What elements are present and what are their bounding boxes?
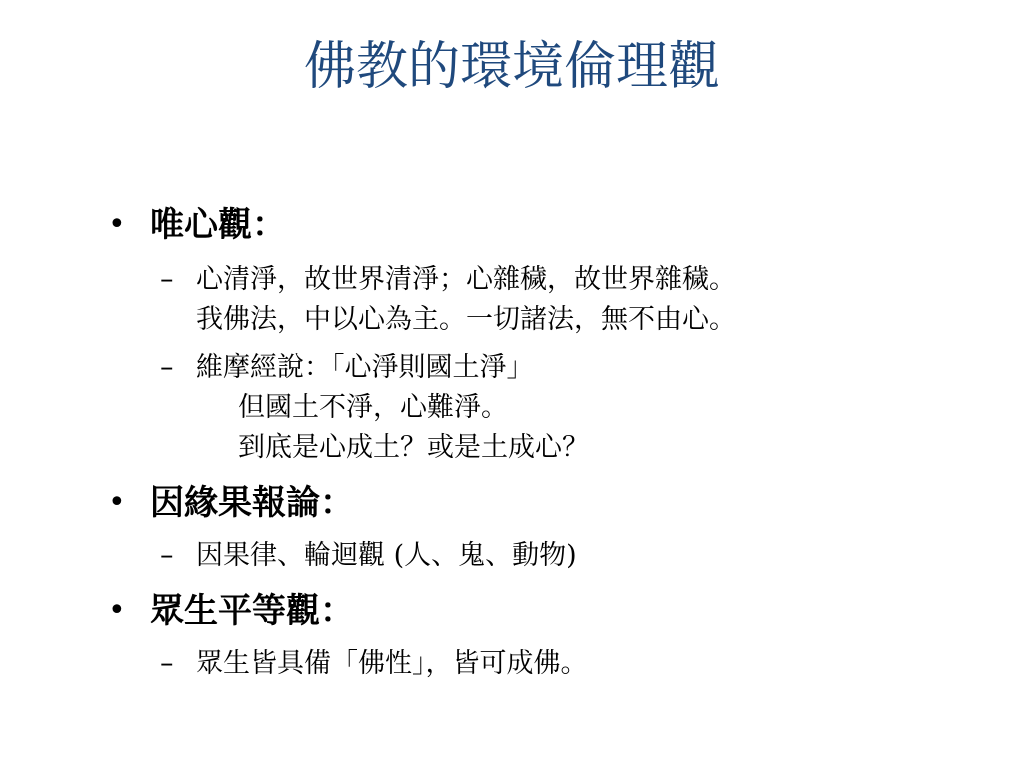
sub-bullet-line: 眾生皆具備「佛性」，皆可成佛。 <box>196 648 588 679</box>
sub-bullet-line: 到底是心成土？或是土成心？ <box>238 432 589 463</box>
bullet-marker: • <box>108 485 126 520</box>
sub-bullet-marker: – <box>160 540 174 571</box>
bullet-label: 唯心觀： <box>150 205 286 245</box>
sub-bullet-line: 但國土不淨，心難淨。 <box>238 392 508 423</box>
bullet-item <box>108 586 988 636</box>
sub-bullet-item <box>160 348 988 468</box>
bullet-list <box>108 200 988 684</box>
bullet-item <box>108 200 988 250</box>
sub-bullet-line: 心清淨，故世界清淨；心雜穢，故世界雜穢。 <box>196 264 736 295</box>
sub-bullet-line: 維摩經說：「心淨則國土淨」 <box>196 352 534 383</box>
bullet-marker: • <box>108 207 126 242</box>
bullet-marker: • <box>108 593 126 628</box>
sub-bullet-marker: – <box>160 352 174 383</box>
sub-bullet-line: 我佛法，中以心為主。一切諸法，無不由心。 <box>196 304 736 335</box>
sub-bullet-line: 因果律、輪迴觀 (人、鬼、動物) <box>196 540 577 571</box>
sub-bullet-marker: – <box>160 264 174 295</box>
slide-title: 佛教的環境倫理觀 <box>303 37 720 97</box>
sub-bullet-item <box>160 260 988 340</box>
sub-bullet-item <box>160 644 988 684</box>
bullet-label: 眾生平等觀： <box>150 591 354 631</box>
sub-bullet-item <box>160 536 988 576</box>
bullet-label: 因緣果報論： <box>150 483 354 523</box>
sub-bullet-marker: – <box>160 648 174 679</box>
bullet-item <box>108 478 988 528</box>
